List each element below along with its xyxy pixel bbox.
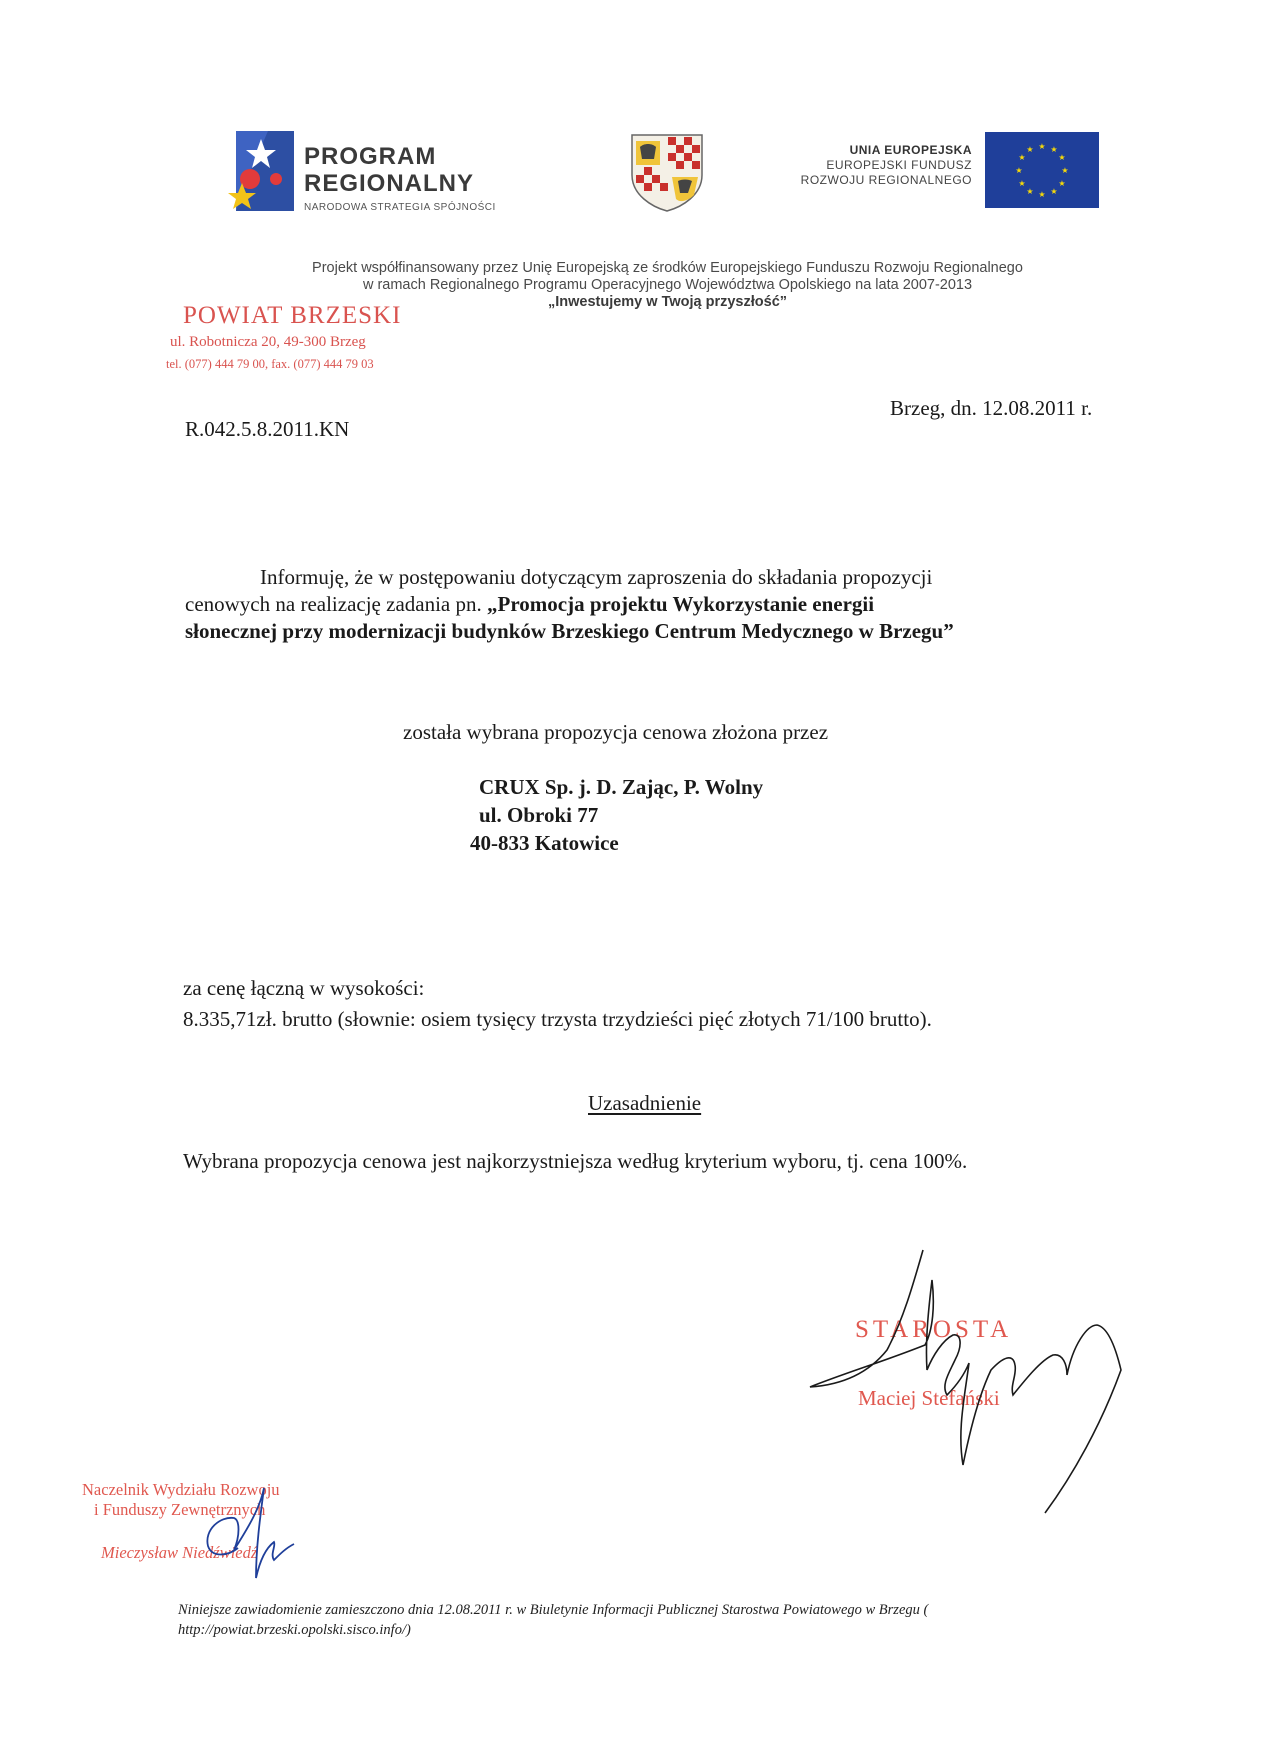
stamp-powiat-name: POWIAT BRZESKI <box>183 302 402 329</box>
svg-text:★: ★ <box>1026 145 1034 154</box>
company-name: CRUX Sp. j. D. Zając, P. Wolny <box>479 775 764 799</box>
naczelnik-stamp-line1: Naczelnik Wydziału Rozwoju <box>82 1480 280 1499</box>
starosta-stamp-name: Maciej Stefański <box>858 1386 1000 1410</box>
stamp-address: ul. Robotnicza 20, 49-300 Brzeg <box>170 334 366 350</box>
cofinancing-line2: w ramach Regionalnego Programu Operacyjnego Województwa Opolskiego na lata 2007-2013 <box>362 277 973 293</box>
starosta-stamp-title: STAROSTA <box>855 1316 1013 1343</box>
program-logo-line1: PROGRAM <box>304 143 437 170</box>
justification-text: Wybrana propozycja cenowa jest najkorzystniejsza według kryterium wyboru, tj. cena 100%. <box>183 1149 968 1173</box>
svg-text:★: ★ <box>1058 179 1066 188</box>
task-name-part2: słonecznej przy modernizacji budynków Brzeskiego Centrum Medycznego w Brzegu” <box>185 619 954 643</box>
place-and-date: Brzeg, dn. 12.08.2011 r. <box>890 396 1093 420</box>
svg-text:★: ★ <box>1061 166 1069 175</box>
justification-heading: Uzasadnienie <box>588 1091 702 1115</box>
eu-logo-line2: EUROPEJSKI FUNDUSZ <box>826 158 972 172</box>
eu-logo-text <box>740 143 972 188</box>
reference-number: R.042.5.8.2011.KN <box>185 417 350 441</box>
task-name-part1: „Promocja projektu Wykorzystanie energii <box>487 592 875 616</box>
svg-text:★: ★ <box>1050 145 1058 154</box>
price-value: 8.335,71zł. brutto (słownie: osiem tysięcy trzysta trzydzieści pięć złotych 71/100 brutto). <box>183 1007 932 1031</box>
price-label: za cenę łączną w wysokości: <box>183 976 425 1000</box>
stamp-phone: tel. (077) 444 79 00, fax. (077) 444 79 03 <box>166 357 374 371</box>
company-city: 40-833 Katowice <box>470 831 619 855</box>
cofinancing-slogan: „Inwestujemy w Twoją przyszłość” <box>547 294 788 310</box>
program-regionalny-logo <box>228 127 528 217</box>
intro-line1: Informuję, że w postępowaniu dotyczącym zaproszenia do składania propozycji <box>260 565 933 589</box>
intro-line2-prefix: cenowych na realizację zadania pn. <box>185 592 487 616</box>
program-regionalny-emblem-icon <box>228 127 298 215</box>
chosen-offer-text: została wybrana propozycja cenowa złożona przez <box>403 720 829 744</box>
starosta-signature-icon <box>805 1245 1125 1520</box>
eu-logo-line3: ROZWOJU REGIONALNEGO <box>800 173 972 187</box>
svg-text:★: ★ <box>1015 166 1023 175</box>
naczelnik-signature-icon <box>190 1478 300 1588</box>
eu-logo-line1: UNIA EUROPEJSKA <box>849 143 972 157</box>
naczelnik-stamp-name: Mieczysław Niedźwiedź <box>101 1543 258 1562</box>
svg-text:★: ★ <box>1050 187 1058 196</box>
svg-text:★: ★ <box>1038 190 1046 199</box>
svg-text:★: ★ <box>1018 153 1026 162</box>
eu-flag-icon <box>985 132 1099 208</box>
publication-note: Niniejsze zawiadomienie zamieszczono dnia 12.08.2011 r. w Biuletynie Informacji Publicznej Starostwa Powiatowego w Brzegu ( http://powiat.brzeski.opolski.sisco.info/) <box>178 1602 929 1638</box>
company-street: ul. Obroki 77 <box>479 803 599 827</box>
svg-text:★: ★ <box>1018 179 1026 188</box>
company-address <box>470 773 764 857</box>
program-logo-line2: REGIONALNY <box>304 170 475 197</box>
coat-of-arms-icon <box>630 133 704 213</box>
cofinancing-line1: Projekt współfinansowany przez Unię Europejską ze środków Europejskiego Funduszu Rozwoju Regionalnego <box>312 260 1023 276</box>
program-logo-line3: NARODOWA STRATEGIA SPÓJNOŚCI <box>304 202 496 213</box>
naczelnik-stamp-line2: i Funduszy Zewnętrznych <box>94 1500 266 1519</box>
svg-text:★: ★ <box>1026 187 1034 196</box>
svg-text:★: ★ <box>1038 142 1046 151</box>
intro-paragraph <box>185 564 1085 645</box>
svg-text:★: ★ <box>1058 153 1066 162</box>
